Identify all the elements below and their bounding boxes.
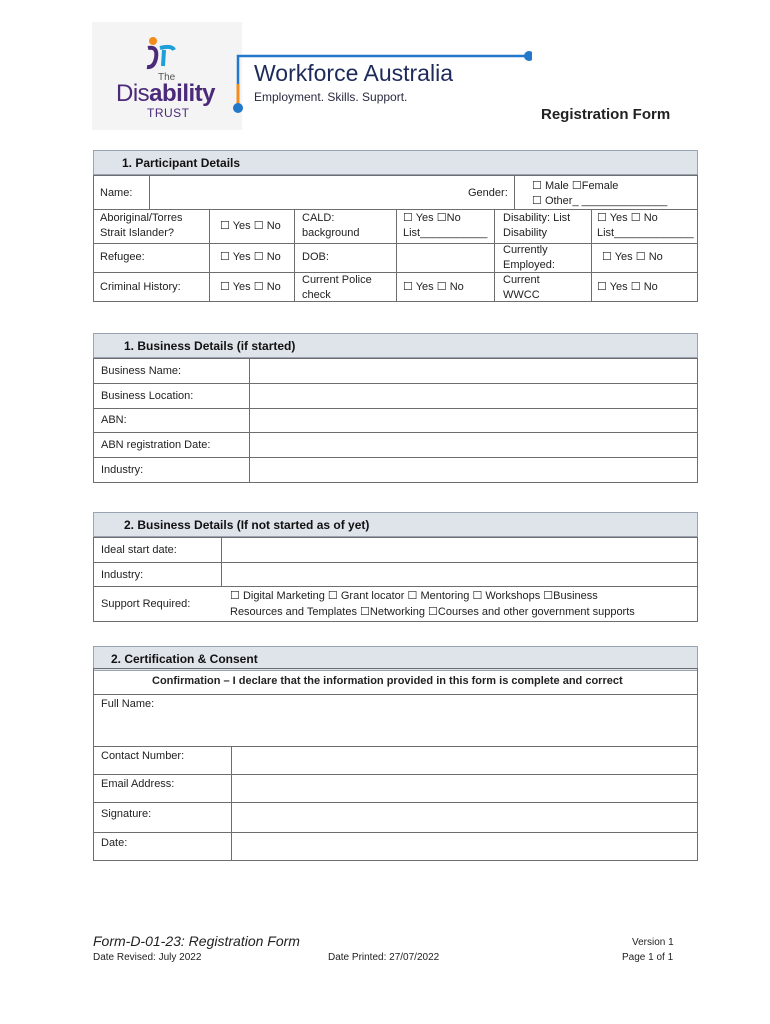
industry-label: Industry: <box>101 464 144 476</box>
consent-heading: 2. Certification & Consent <box>111 652 258 666</box>
signature-label: Signature: <box>101 808 152 820</box>
abn-date-field[interactable] <box>250 433 697 457</box>
police-check-label: Current Police check <box>302 274 372 301</box>
employed-yes-no[interactable]: ☐ Yes ☐ No <box>602 251 663 263</box>
industry-label-2: Industry: <box>101 569 144 581</box>
criminal-yes-no[interactable]: ☐ Yes ☐ No <box>220 281 281 293</box>
business-not-started-table <box>93 537 698 622</box>
business-name-label: Business Name: <box>101 365 182 377</box>
logo-trust-text: TRUST <box>147 106 190 120</box>
industry-field-2[interactable] <box>222 563 697 586</box>
participant-heading: 1. Participant Details <box>122 156 241 170</box>
atsi-label: Aboriginal/Torres Strait Islander? <box>100 212 183 239</box>
industry-field[interactable] <box>250 458 697 482</box>
gender-male-option[interactable]: ☐ Male ☐Female <box>532 180 619 192</box>
wwcc-label: Current WWCC <box>503 274 540 301</box>
footer-date-printed: Date Printed: 27/07/2022 <box>328 952 440 963</box>
confirmation-text: Confirmation – I declare that the information provided in this form is complete and correct <box>152 675 623 687</box>
workforce-australia-title: Workforce Australia <box>254 60 453 86</box>
footer-page-number: Page 1 of 1 <box>622 952 674 963</box>
disability-yes-no[interactable]: ☐ Yes ☐ No List_____________ <box>597 212 694 239</box>
workforce-australia-subtitle: Employment. Skills. Support. <box>254 90 408 104</box>
gender-label: Gender: <box>468 187 508 199</box>
atsi-yes-no[interactable]: ☐ Yes ☐ No <box>220 220 281 232</box>
cald-label: CALD: background <box>302 212 360 239</box>
business-name-field[interactable] <box>250 359 697 383</box>
wwcc-yes-no[interactable]: ☐ Yes ☐ No <box>597 281 658 293</box>
logo-the-text: The <box>158 72 176 83</box>
ideal-start-field[interactable] <box>222 538 697 562</box>
business-started-table <box>93 358 698 483</box>
disability-trust-logo <box>92 22 242 130</box>
signature-field[interactable] <box>232 803 697 832</box>
name-label: Name: <box>100 187 133 199</box>
participant-table <box>93 175 698 302</box>
contact-number-field[interactable] <box>232 747 697 774</box>
disability-label: Disability: List Disability <box>503 212 571 239</box>
support-required-label: Support Required: <box>101 598 191 610</box>
ideal-start-label: Ideal start date: <box>101 544 177 556</box>
footer-form-title: Form-D-01-23: Registration Form <box>93 933 300 949</box>
dob-label: DOB: <box>302 251 329 263</box>
police-check-yes-no[interactable]: ☐ Yes ☐ No <box>403 281 464 293</box>
refugee-label: Refugee: <box>100 251 145 263</box>
cald-yes-no[interactable]: ☐ Yes ☐No List___________ <box>403 212 488 239</box>
email-label: Email Address: <box>101 778 175 790</box>
page-title: Registration Form <box>541 106 671 123</box>
business-not-started-section-header <box>93 512 698 537</box>
support-options-line2[interactable]: Resources and Templates ☐Networking ☐Courses and other government supports <box>230 606 635 618</box>
date-label: Date: <box>101 837 128 849</box>
disability-trust-figure-icon <box>144 36 178 72</box>
name-field[interactable] <box>150 176 514 209</box>
business-location-field[interactable] <box>250 384 697 408</box>
date-field[interactable] <box>232 833 697 860</box>
gender-other-option[interactable]: ☐ Other_ ______________ <box>532 195 668 207</box>
footer-version: Version 1 <box>632 937 674 948</box>
abn-date-label: ABN registration Date: <box>101 439 211 451</box>
full-name-field[interactable] <box>214 695 697 746</box>
consent-table <box>93 668 698 861</box>
business-started-section-header <box>93 333 698 358</box>
footer-date-revised: Date Revised: July 2022 <box>93 952 202 963</box>
business-started-heading: 1. Business Details (if started) <box>124 339 296 353</box>
email-field[interactable] <box>232 775 697 802</box>
abn-field[interactable] <box>250 409 697 432</box>
full-name-label: Full Name: <box>101 698 155 710</box>
business-location-label: Business Location: <box>101 390 194 402</box>
support-options-line1[interactable]: ☐ Digital Marketing ☐ Grant locator ☐ Mentoring ☐ Workshops ☐Business <box>230 590 598 602</box>
refugee-yes-no[interactable]: ☐ Yes ☐ No <box>220 251 281 263</box>
dob-field[interactable] <box>397 244 494 272</box>
abn-label: ABN: <box>101 414 127 426</box>
business-not-started-heading: 2. Business Details (If not started as of yet) <box>124 518 370 532</box>
workforce-australia-logo <box>232 40 532 120</box>
logo-disability-text: Disability <box>116 80 216 107</box>
contact-number-label: Contact Number: <box>101 750 185 762</box>
employed-label: Currently Employed: <box>503 244 555 271</box>
criminal-label: Criminal History: <box>100 281 181 293</box>
participant-section-header <box>93 150 698 175</box>
